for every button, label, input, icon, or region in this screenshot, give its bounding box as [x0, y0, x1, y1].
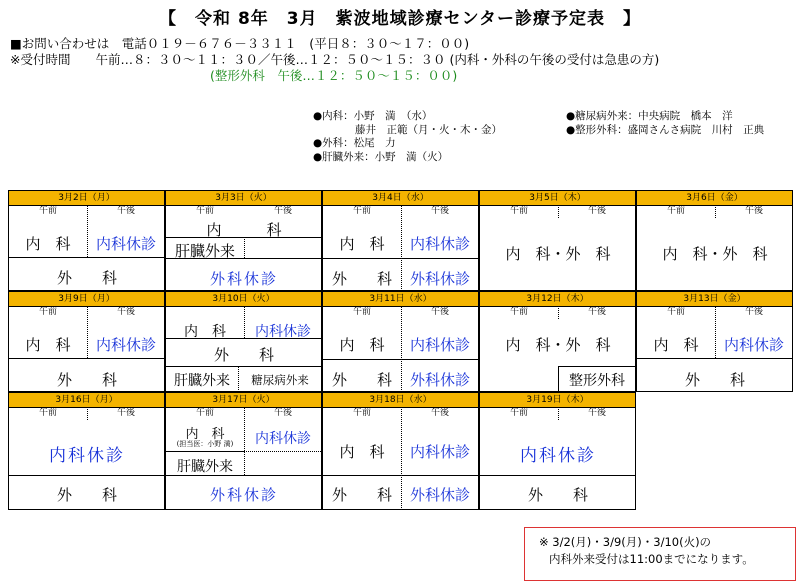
am-label: 午前 — [38, 206, 57, 216]
contact-phone: ■お問い合わせは 電話０１９－６７６－３３１１ (平日８：３０～１７：００) — [10, 36, 470, 51]
surgery-closed: 外科休診 — [209, 270, 278, 288]
surgery: 外 科 — [56, 486, 117, 504]
day-cell-0309 — [8, 291, 165, 392]
doctor-list-left — [313, 110, 502, 164]
surgery-am: 外 科 — [331, 486, 392, 504]
am-label: 午前 — [38, 408, 57, 418]
am-label: 午前 — [509, 307, 528, 317]
notice-line-2: 内科外来受付は11:00までになります。 — [549, 552, 754, 566]
am-label: 午前 — [666, 307, 685, 317]
internal-surgery: 内 科・外 科 — [662, 245, 768, 263]
reception-notice — [524, 527, 796, 581]
surgery-am: 外 科 — [331, 371, 392, 389]
page-title: 【 令和 8年 3月 紫波地域診療センター診療予定表 】 — [159, 9, 641, 29]
doctor-internal: ●内科：小野 満 （水） — [313, 110, 433, 122]
pm-label: 午後 — [116, 307, 135, 317]
day-header: 3月2日（月） — [9, 191, 164, 206]
day-header: 3月12日（木） — [480, 292, 635, 307]
day-header: 3月4日（水） — [323, 191, 478, 206]
internal-closed: 内科休診 — [520, 446, 596, 466]
day-cell-0317 — [165, 392, 322, 510]
day-cell-0312 — [479, 291, 636, 392]
surgery-am: 外 科 — [331, 270, 392, 288]
day-cell-0316 — [8, 392, 165, 510]
pm-label: 午後 — [116, 206, 135, 216]
day-cell-0319 — [479, 392, 636, 510]
internal-am: 内 科 — [339, 443, 385, 461]
day-cell-0302 — [8, 190, 165, 291]
internal-all-day: 内 科 — [206, 221, 282, 239]
internal-closed-pm: 内科休診 — [409, 235, 470, 253]
internal-am: 内 科 — [25, 336, 71, 354]
internal-closed-pm: 内科休診 — [95, 235, 156, 253]
day-header: 3月3日（火） — [166, 191, 321, 206]
day-header: 3月18日（水） — [323, 393, 478, 408]
liver-clinic: 肝臓外来 — [174, 373, 230, 389]
day-header: 3月6日（金） — [637, 191, 792, 206]
internal-am: 内 科 — [25, 235, 71, 253]
surgery: 外 科 — [56, 371, 117, 389]
internal-surgery: 内 科・外 科 — [505, 245, 611, 263]
doctor-surgery: ●外科：松尾 力 — [313, 137, 396, 149]
internal-am: 内 科 — [184, 324, 226, 340]
pm-label: 午後 — [273, 206, 292, 216]
internal-closed-pm: 内科休診 — [409, 443, 470, 461]
orthopedic-hours: (整形外科 午後…１２：５０～１５：００) — [210, 68, 458, 83]
am-label: 午前 — [352, 206, 371, 216]
liver-clinic: 肝臓外来 — [174, 242, 235, 260]
pm-label: 午後 — [587, 206, 606, 216]
surgery: 外 科 — [684, 371, 745, 389]
pm-label: 午後 — [744, 307, 763, 317]
pm-label: 午後 — [430, 206, 449, 216]
internal-closed-pm: 内科休診 — [723, 336, 784, 354]
day-header: 3月13日（金） — [637, 292, 792, 307]
am-label: 午前 — [352, 408, 371, 418]
day-header: 3月17日（火） — [166, 393, 321, 408]
pm-label: 午後 — [430, 307, 449, 317]
pm-label: 午後 — [587, 408, 606, 418]
doctor-list-right — [566, 110, 764, 137]
am-label: 午前 — [195, 408, 214, 418]
doctor-liver: ●肝臓外来：小野 満（火） — [313, 150, 449, 163]
surgery-closed: 外科休診 — [209, 486, 278, 504]
pm-label: 午後 — [744, 206, 763, 216]
surgery: 外 科 — [56, 269, 117, 287]
day-cell-0310 — [165, 291, 322, 392]
day-cell-0304 — [322, 190, 479, 291]
day-header: 3月10日（火） — [166, 292, 321, 307]
am-label: 午前 — [509, 206, 528, 216]
internal-closed-pm: 内科休診 — [95, 336, 156, 354]
internal-am: 内 科 — [339, 336, 385, 354]
internal-closed-pm: 内科休診 — [409, 336, 470, 354]
day-cell-0306 — [636, 190, 793, 291]
doctor-diabetes: ●糖尿病外来：中央病院 橋本 洋 — [566, 110, 733, 122]
internal-am: 内 科 — [653, 336, 699, 354]
internal-am: 内 科 — [185, 427, 225, 442]
internal-closed-pm: 内科休診 — [255, 324, 311, 340]
day-header: 3月16日（月） — [9, 393, 164, 408]
day-cell-0303 — [165, 190, 322, 291]
pm-label: 午後 — [116, 408, 135, 418]
pm-label: 午後 — [273, 408, 292, 418]
surgery-closed-pm: 外科休診 — [409, 371, 470, 389]
diabetes-clinic: 糖尿病外来 — [251, 373, 309, 387]
notice-line-1: ※ 3/2(月)・3/9(月)・3/10(火)の — [539, 535, 712, 549]
day-cell-0311 — [322, 291, 479, 392]
orthopedic-pm: 整形外科 — [569, 373, 625, 389]
surgery-closed-pm: 外科休診 — [409, 486, 470, 504]
internal-surgery: 内 科・外 科 — [505, 336, 611, 354]
surgery: 外 科 — [527, 486, 588, 504]
am-label: 午前 — [195, 206, 214, 216]
pm-label: 午後 — [587, 307, 606, 317]
am-label: 午前 — [38, 307, 57, 317]
surgery: 外 科 — [213, 346, 274, 364]
doctor-internal-2: 藤井 正範（月・火・木・金） — [313, 123, 502, 136]
pm-label: 午後 — [430, 408, 449, 418]
am-label: 午前 — [509, 408, 528, 418]
day-cell-0318 — [322, 392, 479, 510]
reception-hours: ※受付時間 午前…８：３０～１１：３０／午後…１２：５０～１５：３０ (内科・外科の午後の受付は急患の方) — [10, 52, 660, 67]
internal-closed-pm: 内科休診 — [255, 431, 311, 447]
day-header: 3月5日（木） — [480, 191, 635, 206]
doctor-in-charge: (担当医：小野 満) — [176, 440, 234, 448]
internal-closed: 内科休診 — [49, 446, 125, 466]
surgery-closed-pm: 外科休診 — [409, 270, 470, 288]
day-cell-0305 — [479, 190, 636, 291]
day-cell-0313 — [636, 291, 793, 392]
day-header: 3月11日（水） — [323, 292, 478, 307]
day-header: 3月9日（月） — [9, 292, 164, 307]
am-label: 午前 — [352, 307, 371, 317]
internal-am: 内 科 — [339, 235, 385, 253]
day-header: 3月19日（木） — [480, 393, 635, 408]
liver-clinic: 肝臓外来 — [177, 459, 233, 475]
am-label: 午前 — [666, 206, 685, 216]
doctor-orthopedic: ●整形外科：盛岡さんさ病院 川村 正典 — [566, 123, 765, 136]
